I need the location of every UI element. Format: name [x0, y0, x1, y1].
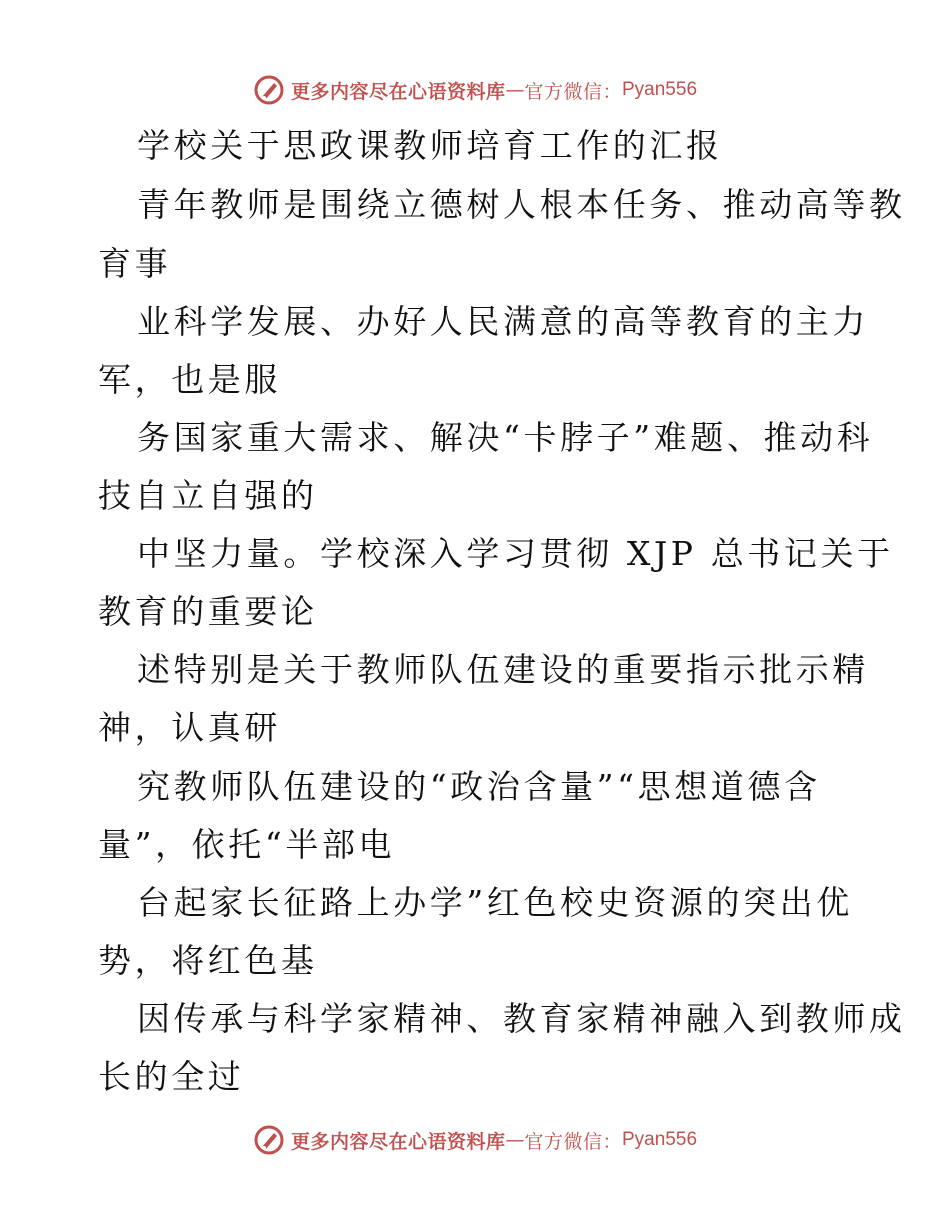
banner-wechat-label: 官方微信： [524, 1130, 622, 1153]
banner-wechat-id: Pyan556 [622, 1129, 698, 1150]
paragraph-line: 教育的重要论 [98, 592, 318, 631]
paragraph-line: 因传承与科学家精神、教育家精神融入到教师成 [137, 999, 906, 1038]
paragraph-line: 述特别是关于教师队伍建设的重要指示批示精 [137, 650, 869, 689]
footer-banner [0, 1120, 950, 1160]
paragraph-line: 中坚力量。学校深入学习贯彻 XJP 总书记关于 [137, 534, 894, 573]
paragraph-line: 青年教师是围绕立德树人根本任务、推动高等教 [137, 185, 906, 224]
pen-logo-icon [253, 1124, 285, 1156]
paragraph-line: 军，也是服 [98, 360, 281, 399]
paragraph-line: 业科学发展、办好人民满意的高等教育的主力 [137, 302, 869, 341]
paragraph-line: 量”，依托“半部电 [98, 825, 396, 864]
paragraph-line: 台起家长征路上办学”红色校史资源的突出优 [137, 883, 853, 922]
banner-dash: — [505, 1129, 525, 1151]
header-banner [0, 70, 950, 110]
paragraph-line: 务国家重大需求、解决“卡脖子”难题、推动科 [137, 418, 874, 457]
document-title: 学校关于思政课教师培育工作的汇报 [137, 126, 723, 165]
paragraph-line: 育事 [98, 244, 172, 283]
paragraph-line: 势，将红色基 [98, 941, 318, 980]
paragraph-line: 神，认真研 [98, 708, 281, 747]
banner-wechat-label: 官方微信： [524, 80, 622, 103]
banner-text: 更多内容尽在心语资料库 [290, 1130, 506, 1153]
banner-wechat-id: Pyan556 [622, 79, 698, 100]
pen-logo-icon [253, 74, 285, 106]
paragraph-line: 技自立自强的 [98, 476, 318, 515]
paragraph-line: 究教师队伍建设的“政治含量”“思想道德含 [137, 767, 821, 806]
banner-dash: — [505, 79, 525, 101]
paragraph-line: 长的全过 [98, 1057, 245, 1096]
banner-text: 更多内容尽在心语资料库 [290, 80, 506, 103]
